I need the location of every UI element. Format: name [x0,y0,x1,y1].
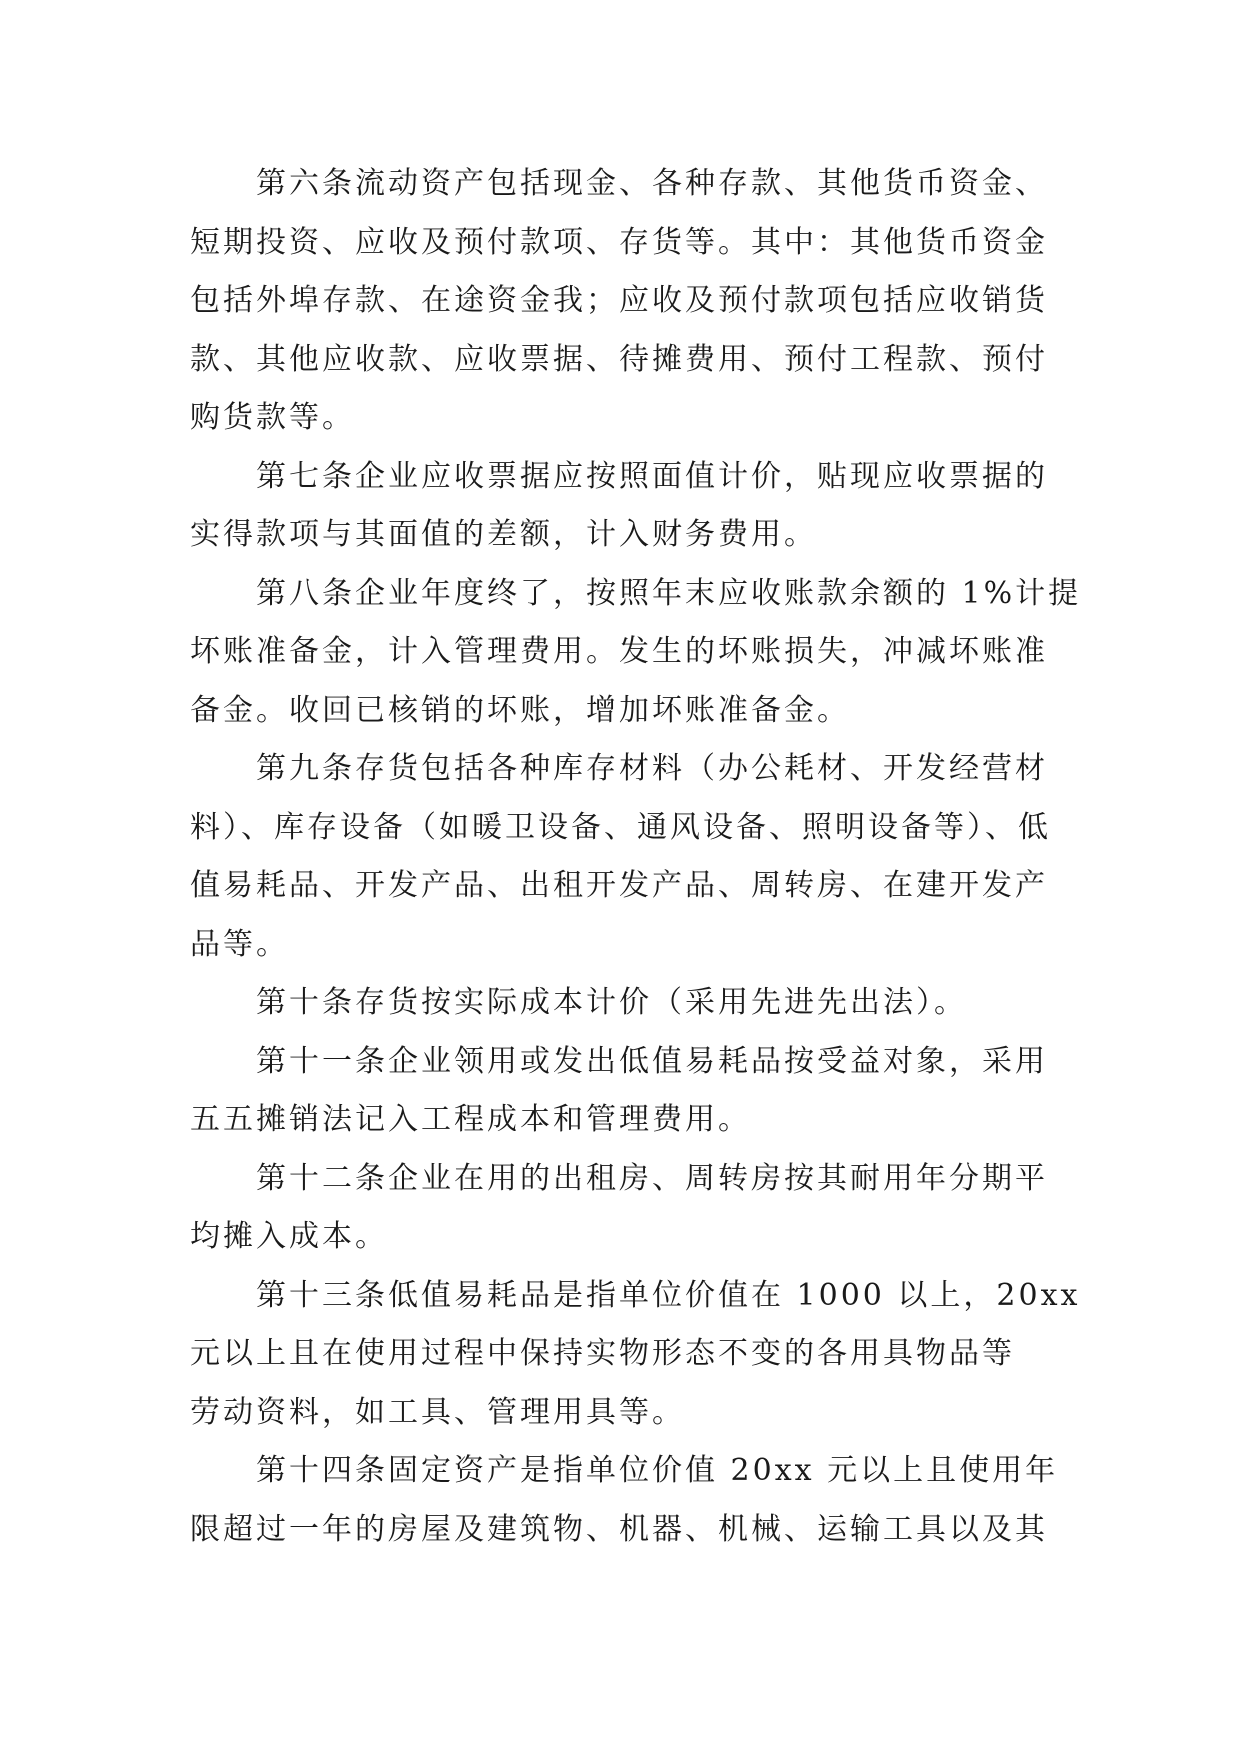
text-line: 料）、库存设备（如暖卫设备、通风设备、照明设备等）、低 [190,809,1051,845]
document-body [190,155,1082,1559]
paragraph-article-9 [190,740,1050,974]
text-line: 第十条存货按实际成本计价（采用先进先出法）。 [256,985,967,1020]
paragraph-article-13 [190,1267,1081,1443]
paragraph-article-7 [190,448,1050,565]
text-line: 款、其他应收款、应收票据、待摊费用、预付工程款、预付 [190,341,1048,377]
paragraph-article-10 [190,974,1050,1033]
text-line: 第十一条企业领用或发出低值易耗品按受益对象，采用 [256,1043,1048,1079]
text-line: 购货款等。 [190,400,355,435]
text-line: 第十二条企业在用的出租房、周转房按其耐用年分期平 [256,1160,1048,1196]
text-line: 第九条存货包括各种库存材料（办公耗材、开发经营材 [256,751,1048,786]
text-line: 第十四条固定资产是指单位价值 20xx 元以上且使用年 [256,1453,1059,1488]
paragraph-article-14 [190,1442,1059,1559]
text-line: 元以上且在使用过程中保持实物形态不变的各用具物品等 [190,1336,1015,1371]
text-line: 第十三条低值易耗品是指单位价值在 1000 以上，20xx [256,1277,1081,1313]
paragraph-article-11 [190,1033,1050,1150]
text-line: 备金。收回已核销的坏账，增加坏账准备金。 [190,692,850,728]
text-line: 限超过一年的房屋及建筑物、机器、机械、运输工具以及其 [190,1511,1048,1547]
text-line: 实得款项与其面值的差额，计入财务费用。 [190,517,817,552]
text-line: 坏账准备金，计入管理费用。发生的坏账损失，冲减坏账准 [190,634,1048,669]
text-line: 劳动资料，如工具、管理用具等。 [190,1394,685,1430]
paragraph-article-6 [190,155,1050,448]
paragraph-article-12 [190,1150,1050,1267]
text-line: 五五摊销法记入工程成本和管理费用。 [190,1102,751,1137]
text-line: 第六条流动资产包括现金、各种存款、其他货币资金、 [256,166,1048,201]
text-line: 品等。 [190,926,289,962]
paragraph-article-8 [190,565,1082,741]
text-line: 第七条企业应收票据应按照面值计价，贴现应收票据的 [256,458,1048,494]
text-line: 均摊入成本。 [190,1219,388,1254]
text-line: 值易耗品、开发产品、出租开发产品、周转房、在建开发产 [190,868,1048,903]
text-line: 包括外埠存款、在途资金我；应收及预付款项包括应收销货 [190,283,1048,318]
text-line: 短期投资、应收及预付款项、存货等。其中：其他货币资金 [190,224,1048,260]
text-line: 第八条企业年度终了，按照年末应收账款余额的 1%计提 [256,575,1082,611]
